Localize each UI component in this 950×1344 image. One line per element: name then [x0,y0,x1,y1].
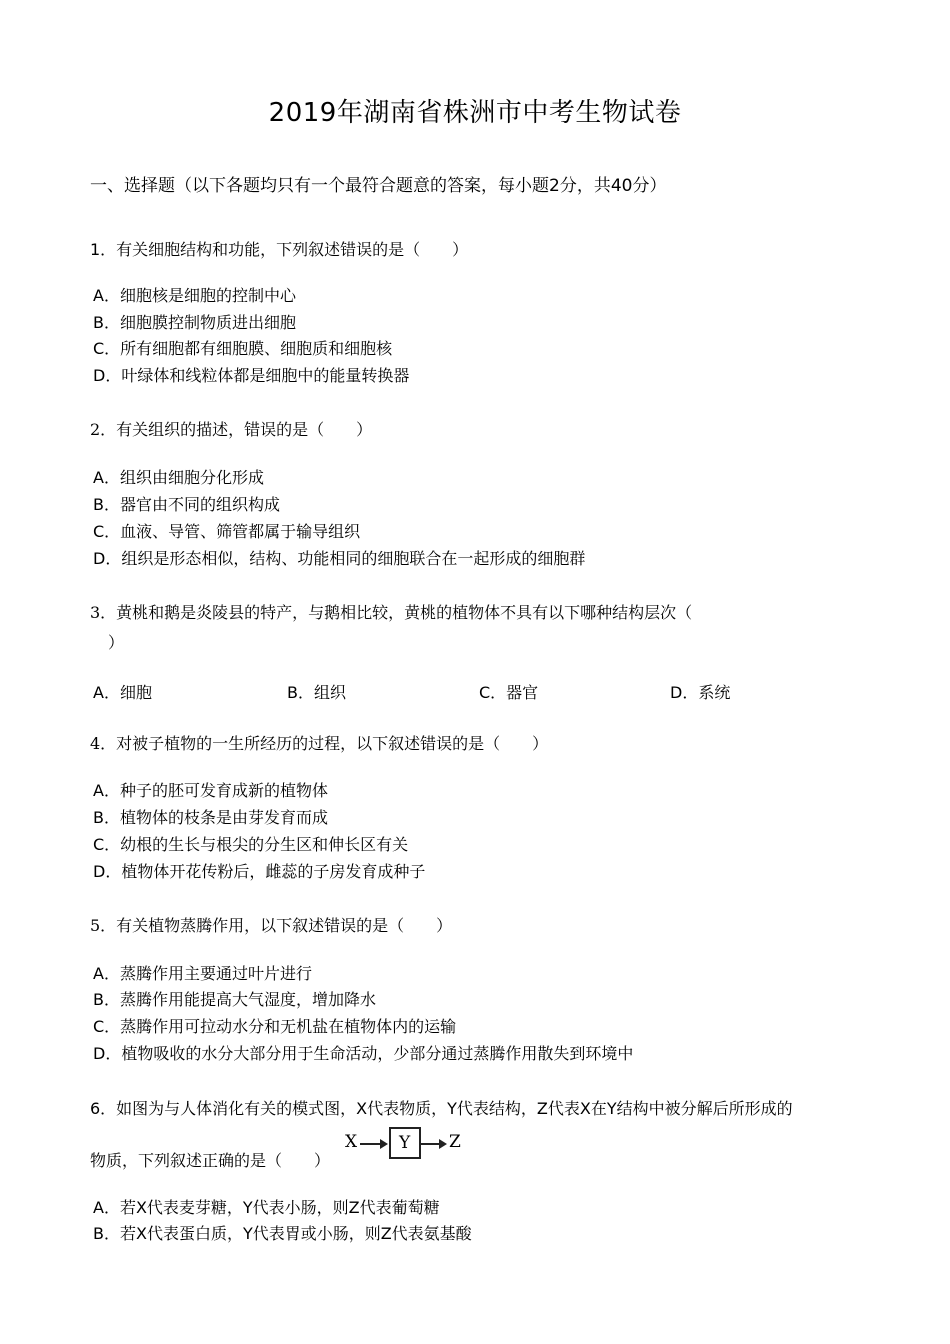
question-1-option-b: B．细胞膜控制物质进出细胞 [93,313,296,332]
arrow-y-to-z-head [439,1139,447,1149]
diagram-label-x: X [345,1132,358,1152]
diagram-label-z: Z [449,1132,461,1152]
question-2-stem: 2．有关组织的描述，错误的是（ ） [90,420,373,439]
question-5-option-b: B．蒸腾作用能提高大气湿度，增加降水 [93,990,376,1009]
question-3-stem-line1: 3．黄桃和鹅是炎陵县的特产，与鹅相比较，黄桃的植物体不具有以下哪种结构层次（ [90,603,693,622]
question-5-option-d: D．植物吸收的水分大部分用于生命活动，少部分通过蒸腾作用散失到环境中 [93,1044,634,1063]
question-4-option-b: B．植物体的枝条是由芽发育而成 [93,808,328,827]
question-2-option-d: D．组织是形态相似，结构、功能相同的细胞联合在一起形成的细胞群 [93,549,586,568]
question-1-option-a: A．细胞核是细胞的控制中心 [93,286,296,305]
question-1-option-c: C．所有细胞都有细胞膜、细胞质和细胞核 [93,339,393,358]
digestion-model-diagram [343,1124,468,1164]
question-6-stem-line1: 6．如图为与人体消化有关的模式图，X代表物质，Y代表结构，Z代表X在Y结构中被分解后所形成的 [90,1099,793,1118]
question-1-option-d: D．叶绿体和线粒体都是细胞中的能量转换器 [93,366,410,385]
question-2-option-c: C．血液、导管、筛管都属于输导组织 [93,522,361,541]
question-2-option-b: B．器官由不同的组织构成 [93,495,280,514]
question-3-stem-line2: ） [108,633,125,652]
structure-y-box [389,1127,421,1159]
diagram-label-y: Y [399,1133,411,1153]
question-4-stem: 4．对被子植物的一生所经历的过程，以下叙述错误的是（ ） [90,734,549,753]
arrow-y-to-z [421,1143,439,1145]
question-3-option-b: B．组织 [287,683,346,702]
question-4-option-a: A．种子的胚可发育成新的植物体 [93,781,328,800]
question-5-stem: 5．有关植物蒸腾作用，以下叙述错误的是（ ） [90,916,453,935]
question-2-option-a: A．组织由细胞分化形成 [93,468,264,487]
question-5-option-c: C．蒸腾作用可拉动水分和无机盐在植物体内的运输 [93,1017,457,1036]
section-heading: 一、选择题（以下各题均只有一个最符合题意的答案，每小题2分，共40分） [90,176,667,196]
question-4-option-c: C．幼根的生长与根尖的分生区和伸长区有关 [93,835,409,854]
question-3-option-d: D．系统 [670,683,731,702]
question-3-option-a: A．细胞 [93,683,152,702]
arrow-x-to-y [360,1143,380,1145]
question-3-option-c: C．器官 [479,683,539,702]
exam-title: 2019年湖南省株洲市中考生物试卷 [268,98,682,128]
arrow-x-to-y-head [380,1139,388,1149]
question-6-option-a: A．若X代表麦芽糖，Y代表小肠，则Z代表葡萄糖 [93,1198,440,1217]
question-5-option-a: A．蒸腾作用主要通过叶片进行 [93,964,312,983]
question-6-stem-line2: 物质，下列叙述正确的是（ ） [90,1151,331,1170]
question-6-option-b: B．若X代表蛋白质，Y代表胃或小肠，则Z代表氨基酸 [93,1224,472,1243]
question-1-stem: 1．有关细胞结构和功能，下列叙述错误的是（ ） [90,240,469,259]
question-4-option-d: D．植物体开花传粉后，雌蕊的子房发育成种子 [93,862,426,881]
